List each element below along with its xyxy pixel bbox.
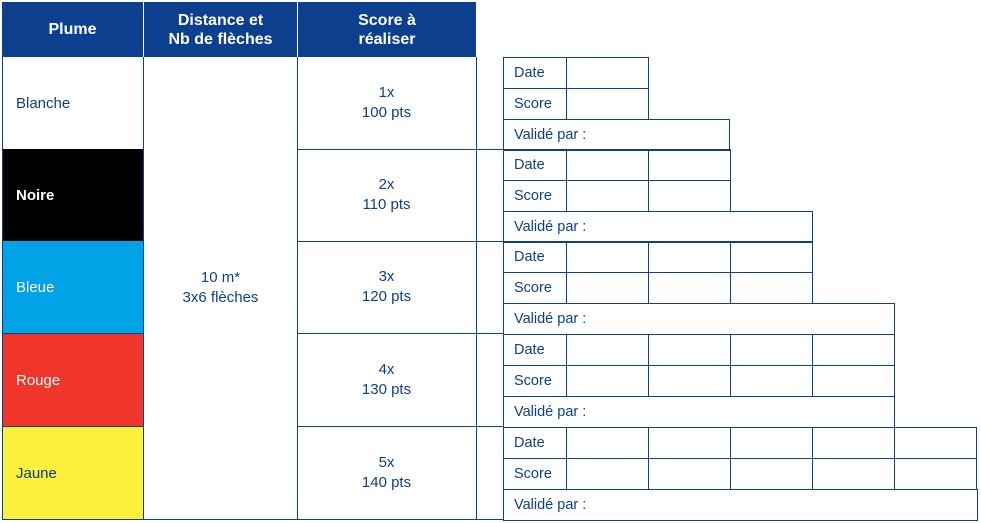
valide-par-field: Validé par : [503, 303, 895, 335]
date-box[interactable] [812, 427, 895, 459]
plume-cell-blanche: Blanche [2, 57, 143, 150]
plume-cell-bleue: Bleue [2, 241, 143, 334]
score-box[interactable] [648, 180, 731, 212]
score-box[interactable] [566, 272, 649, 304]
distance-cell: 10 m* 3x6 flèches [143, 57, 298, 520]
date-label: Date [503, 149, 567, 181]
divider [476, 149, 477, 242]
divider [476, 333, 504, 334]
score-box[interactable] [812, 365, 895, 397]
date-box[interactable] [730, 334, 813, 366]
date-box[interactable] [566, 57, 649, 89]
score-label: Score [503, 88, 567, 120]
plume-cell-rouge: Rouge [2, 334, 143, 427]
divider [476, 519, 504, 520]
score-box[interactable] [566, 180, 649, 212]
date-box[interactable] [648, 241, 731, 273]
date-box[interactable] [566, 241, 649, 273]
score-label: Score [503, 458, 567, 490]
divider [503, 427, 504, 520]
divider [476, 334, 477, 427]
score-box[interactable] [566, 365, 649, 397]
date-box[interactable] [648, 334, 731, 366]
valide-par-field: Validé par : [503, 119, 730, 151]
date-box[interactable] [730, 241, 813, 273]
date-label: Date [503, 241, 567, 273]
date-label: Date [503, 334, 567, 366]
score-box[interactable] [566, 458, 649, 490]
date-box[interactable] [894, 427, 977, 459]
score-box[interactable] [894, 458, 977, 490]
divider [476, 427, 477, 520]
divider [476, 241, 477, 334]
score-cell-5: 5x 140 pts [297, 427, 477, 520]
score-label: Score [503, 180, 567, 212]
date-label: Date [503, 427, 567, 459]
divider [476, 426, 504, 427]
score-box[interactable] [648, 365, 731, 397]
score-cell-3: 3x 120 pts [297, 241, 477, 334]
score-box[interactable] [566, 88, 649, 120]
valide-par-field: Validé par : [503, 211, 813, 243]
plume-cell-jaune: Jaune [2, 427, 143, 520]
score-cell-4: 4x 130 pts [297, 334, 477, 427]
divider [503, 334, 504, 427]
divider [476, 57, 477, 150]
score-box[interactable] [812, 458, 895, 490]
header-distance: Distance et Nb de flèches [144, 2, 297, 57]
score-box[interactable] [730, 272, 813, 304]
date-box[interactable] [648, 427, 731, 459]
score-box[interactable] [648, 272, 731, 304]
valide-par-field: Validé par : [503, 396, 895, 428]
date-box[interactable] [648, 149, 731, 181]
divider [503, 241, 504, 334]
score-label: Score [503, 272, 567, 304]
date-box[interactable] [812, 334, 895, 366]
score-box[interactable] [648, 458, 731, 490]
divider [476, 149, 504, 150]
score-cell-1: 1x 100 pts [297, 57, 477, 150]
score-box[interactable] [730, 365, 813, 397]
date-box[interactable] [566, 427, 649, 459]
plume-cell-noire: Noire [2, 149, 143, 242]
header-score: Score à réaliser [298, 2, 476, 57]
date-label: Date [503, 57, 567, 89]
score-box[interactable] [730, 458, 813, 490]
valide-par-field: Validé par : [503, 489, 978, 521]
score-cell-2: 2x 110 pts [297, 149, 477, 242]
divider [476, 241, 504, 242]
score-label: Score [503, 365, 567, 397]
divider [503, 57, 504, 150]
date-box[interactable] [566, 149, 649, 181]
date-box[interactable] [730, 427, 813, 459]
date-box[interactable] [566, 334, 649, 366]
divider [503, 149, 504, 242]
header-plume: Plume [2, 2, 143, 57]
